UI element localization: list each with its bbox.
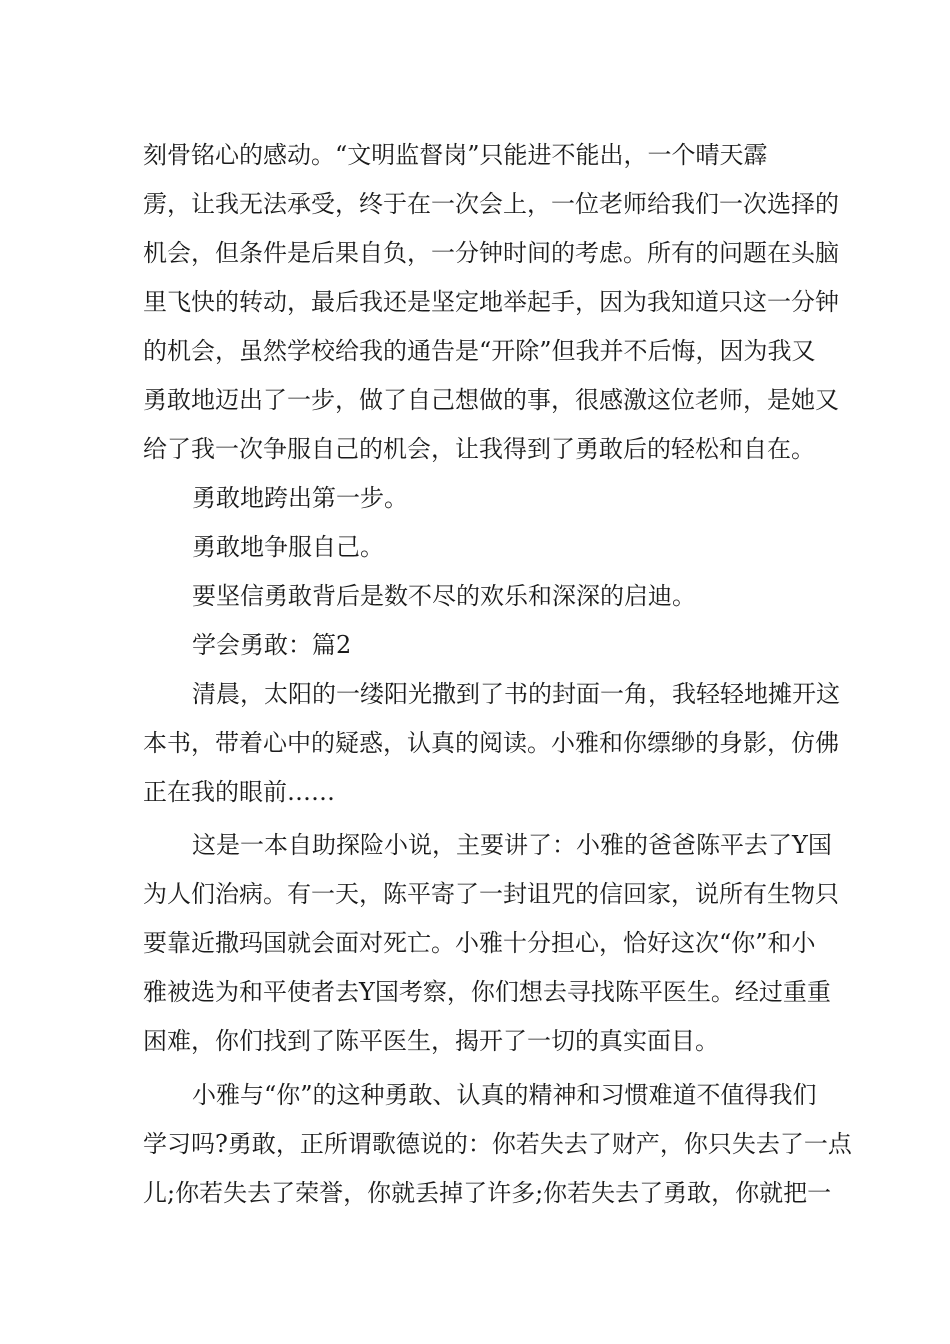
text-line: 雅被选为和平使者去Y国考察，你们想去寻找陈平医生。经过重重 bbox=[143, 978, 831, 1006]
text-line: 的机会，虽然学校给我的通告是“开除”但我并不后悔，因为我又 bbox=[143, 337, 816, 365]
text-line: 雳，让我无法承受，终于在一次会上，一位老师给我们一次选择的 bbox=[143, 190, 839, 218]
text-line: 小雅与“你”的这种勇敢、认真的精神和习惯难道不值得我们 bbox=[192, 1081, 817, 1109]
text-line: 清晨，太阳的一缕阳光撒到了书的封面一角，我轻轻地摊开这 bbox=[192, 680, 840, 708]
text-line: 刻骨铭心的感动。“文明监督岗”只能进不能出，一个晴天霹 bbox=[143, 141, 768, 169]
text-line: 勇敢地迈出了一步，做了自己想做的事，很感激这位老师，是她又 bbox=[143, 386, 839, 414]
text-line: 要坚信勇敢背后是数不尽的欢乐和深深的启迪。 bbox=[192, 582, 696, 610]
text-line: 里飞快的转动，最后我还是坚定地举起手，因为我知道只这一分钟 bbox=[143, 288, 839, 316]
text-line: 为人们治病。有一天，陈平寄了一封诅咒的信回家，说所有生物只 bbox=[143, 880, 839, 908]
text-line: 机会，但条件是后果自负，一分钟时间的考虑。所有的问题在头脑 bbox=[143, 239, 839, 267]
text-line: 正在我的眼前…… bbox=[143, 778, 335, 806]
text-line: 儿;你若失去了荣誉，你就丢掉了许多;你若失去了勇敢，你就把一 bbox=[143, 1179, 832, 1207]
text-line: 本书，带着心中的疑惑，认真的阅读。小雅和你缥缈的身影，仿佛 bbox=[143, 729, 839, 757]
text-line: 这是一本自助探险小说，主要讲了：小雅的爸爸陈平去了Y国 bbox=[192, 831, 832, 859]
text-line: 要靠近撒玛国就会面对死亡。小雅十分担心，恰好这次“你”和小 bbox=[143, 929, 816, 957]
text-line: 勇敢地争服自己。 bbox=[192, 533, 384, 561]
section-heading: 学会勇敢：篇2 bbox=[192, 631, 352, 659]
text-line: 学习吗?勇敢，正所谓歌德说的：你若失去了财产，你只失去了一点 bbox=[143, 1130, 852, 1158]
text-line: 勇敢地跨出第一步。 bbox=[192, 484, 408, 512]
text-line: 困难，你们找到了陈平医生，揭开了一切的真实面目。 bbox=[143, 1027, 719, 1055]
text-line: 给了我一次争服自己的机会，让我得到了勇敢后的轻松和自在。 bbox=[143, 435, 815, 463]
